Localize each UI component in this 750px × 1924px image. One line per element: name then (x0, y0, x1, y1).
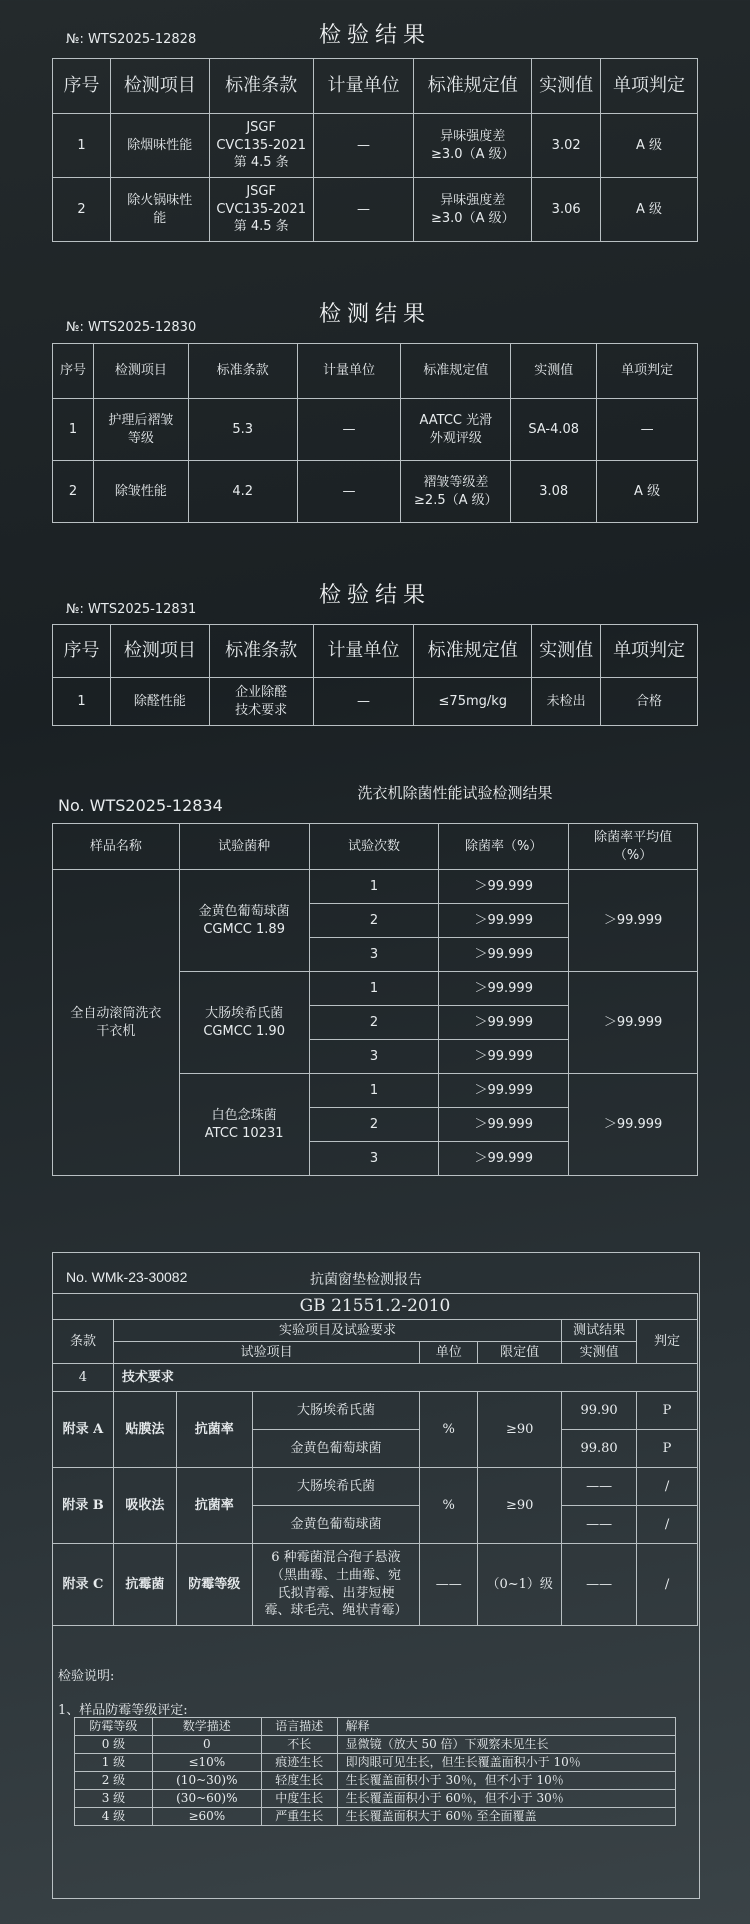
table-cell: 1 级 (75, 1754, 153, 1772)
table-cell: 0 (152, 1736, 261, 1754)
table-cell: 2 (53, 178, 111, 242)
table-cell: 3.06 (532, 178, 601, 242)
column-header: 实测值 (532, 625, 601, 678)
column-header: 标准条款 (188, 344, 297, 399)
table-cell: JSGF CVC135-2021 第 4.5 条 (209, 114, 313, 178)
column-header: 计量单位 (297, 344, 401, 399)
strain-cell: 大肠埃希氏菌 CGMCC 1.90 (179, 972, 309, 1074)
organism-cell: 金黄色葡萄球菌 (252, 1430, 420, 1468)
table-cell: 未检出 (532, 678, 601, 726)
column-header: 试验次数 (309, 824, 439, 870)
unit-cell: % (420, 1468, 478, 1544)
table-header-row (75, 1718, 676, 1736)
table-row (75, 1790, 676, 1808)
measured-value-cell: 99.90 (562, 1392, 637, 1430)
mildew-grade-table (74, 1717, 676, 1826)
organism-cell: 金黄色葡萄球菌 (252, 1506, 420, 1544)
section-2-title: 检测结果 (318, 302, 431, 327)
table-cell: 4.2 (188, 461, 297, 523)
table-cell: 5.3 (188, 399, 297, 461)
removal-rate-cell: ＞99.999 (439, 972, 569, 1006)
table-cell: 异味强度差 ≥3.0（A 级） (414, 178, 532, 242)
column-header: 标准条款 (209, 625, 313, 678)
table-cell: 护理后褶皱 等级 (93, 399, 188, 461)
table-cell: 不长 (261, 1736, 337, 1754)
table-cell: SA-4.08 (511, 399, 597, 461)
column-header: 限定值 (478, 1342, 562, 1364)
section-4-title: 洗衣机除菌性能试验检测结果 (357, 784, 553, 802)
table-cell: 4 级 (75, 1808, 153, 1826)
column-header: 除菌率平均值 （%） (569, 824, 698, 870)
table-cell: 3.08 (511, 461, 597, 523)
table-header-row (53, 344, 698, 399)
column-header: 防霉等级 (75, 1718, 153, 1736)
table-row (53, 1544, 698, 1626)
column-header: 数学描述 (152, 1718, 261, 1736)
column-header: 标准规定值 (401, 344, 511, 399)
judgement-cell: / (637, 1506, 698, 1544)
table-cell: 显微镜（放大 50 倍）下观察未见生长 (337, 1736, 675, 1754)
table-cell: 合格 (601, 678, 698, 726)
table-row (53, 1392, 698, 1430)
table-cell: 1 (53, 114, 111, 178)
column-header: 检测项目 (110, 59, 209, 114)
table-row (75, 1754, 676, 1772)
table-header-row (53, 1342, 698, 1364)
table-cell: JSGF CVC135-2021 第 4.5 条 (209, 178, 313, 242)
strain-cell: 白色念珠菌 ATCC 10231 (179, 1074, 309, 1176)
section-5-table (52, 1293, 698, 1626)
method-cell: 吸收法 (113, 1468, 176, 1544)
section-3-title: 检验结果 (318, 583, 431, 608)
average-rate-cell: ＞99.999 (569, 1074, 698, 1176)
table-cell: 严重生长 (261, 1808, 337, 1826)
judgement-cell: / (637, 1544, 698, 1626)
trial-number-cell: 2 (309, 1108, 439, 1142)
trial-number-cell: 1 (309, 1074, 439, 1108)
table-cell: 异味强度差 ≥3.0（A 级） (414, 114, 532, 178)
table-cell: 褶皱等级差 ≥2.5（A 级） (401, 461, 511, 523)
table-cell: A 级 (601, 178, 698, 242)
measured-value-cell: —— (562, 1468, 637, 1506)
annex-cell: 附录 C (53, 1544, 114, 1626)
table-cell: 企业除醛 技术要求 (209, 678, 313, 726)
judgement-cell: P (637, 1392, 698, 1430)
table-cell: 2 级 (75, 1772, 153, 1790)
table-row (75, 1772, 676, 1790)
table-cell: 除烟味性能 (110, 114, 209, 178)
measured-value-cell: —— (562, 1544, 637, 1626)
column-header: 实测值 (511, 344, 597, 399)
column-header: 单项判定 (601, 59, 698, 114)
annex-cell: 附录 A (53, 1392, 114, 1468)
removal-rate-cell: ＞99.999 (439, 1040, 569, 1074)
table-cell: 中度生长 (261, 1790, 337, 1808)
table-cell: 生长覆盖面积小于 30％，但不小于 10％ (337, 1772, 675, 1790)
removal-rate-cell: ＞99.999 (439, 1108, 569, 1142)
section-1-title: 检验结果 (318, 23, 431, 48)
table-row (53, 114, 698, 178)
section-1-report-no: №: WTS2025-12828 (66, 32, 197, 47)
average-rate-cell: ＞99.999 (569, 972, 698, 1074)
organism-cell: 大肠埃希氏菌 (252, 1468, 420, 1506)
sample-name-cell: 全自动滚筒洗衣 干衣机 (53, 870, 180, 1176)
note-title: 检验说明: (58, 1669, 115, 1684)
trial-number-cell: 2 (309, 904, 439, 938)
table-cell: 生长覆盖面积小于 60％，但不小于 30％ (337, 1790, 675, 1808)
column-header: 实测值 (532, 59, 601, 114)
trial-number-cell: 1 (309, 870, 439, 904)
table-cell: A 级 (601, 114, 698, 178)
table-cell: 除火锅味性 能 (110, 178, 209, 242)
tech-req-label: 技术要求 (113, 1364, 697, 1392)
table-cell: — (597, 399, 698, 461)
column-header: 检测项目 (110, 625, 209, 678)
table-cell: 即肉眼可见生长，但生长覆盖面积小于 10％ (337, 1754, 675, 1772)
table-cell: ≥60% (152, 1808, 261, 1826)
table-cell: 除皱性能 (93, 461, 188, 523)
table-row (53, 1468, 698, 1506)
section-3-table (52, 624, 698, 726)
table-row (53, 461, 698, 523)
table-cell: — (313, 678, 414, 726)
note-subtitle: 1、样品防霉等级评定: (58, 1703, 188, 1718)
limit-cell: ≥90 (478, 1468, 562, 1544)
table-header-row (53, 59, 698, 114)
column-header: 样品名称 (53, 824, 180, 870)
section-4-table (52, 823, 698, 1176)
section-2-report-no: №: WTS2025-12830 (66, 320, 197, 335)
property-cell: 抗菌率 (176, 1392, 252, 1468)
unit-cell: % (420, 1392, 478, 1468)
limit-cell: ≥90 (478, 1392, 562, 1468)
trial-number-cell: 3 (309, 1040, 439, 1074)
column-header: 语言描述 (261, 1718, 337, 1736)
trial-number-cell: 3 (309, 1142, 439, 1176)
column-header: 标准规定值 (414, 625, 532, 678)
table-cell: — (313, 114, 414, 178)
table-header-row (53, 625, 698, 678)
table-cell: — (297, 399, 401, 461)
column-header: 计量单位 (313, 625, 414, 678)
column-header: 测试结果 (562, 1320, 637, 1342)
section-2-table (52, 343, 698, 523)
column-header: 解释 (337, 1718, 675, 1736)
column-header: 试验项目 (113, 1342, 419, 1364)
column-header: 单项判定 (601, 625, 698, 678)
column-header: 条款 (53, 1320, 114, 1364)
strain-cell: 金黄色葡萄球菌 CGMCC 1.89 (179, 870, 309, 972)
section-3-report-no: №: WTS2025-12831 (66, 602, 197, 617)
removal-rate-cell: ＞99.999 (439, 904, 569, 938)
clause-number: 4 (53, 1364, 114, 1392)
table-row (53, 870, 698, 904)
trial-number-cell: 2 (309, 1006, 439, 1040)
section-5-title: 抗菌窗垫检测报告 (310, 1272, 422, 1288)
removal-rate-cell: ＞99.999 (439, 938, 569, 972)
table-cell: 生长覆盖面积大于 60％ 至全面覆盖 (337, 1808, 675, 1826)
removal-rate-cell: ＞99.999 (439, 1074, 569, 1108)
table-cell: AATCC 光滑 外观评级 (401, 399, 511, 461)
table-cell: ≤75mg/kg (414, 678, 532, 726)
table-cell: 除醛性能 (110, 678, 209, 726)
table-row (53, 678, 698, 726)
trial-number-cell: 3 (309, 938, 439, 972)
table-cell: ≤10% (152, 1754, 261, 1772)
section-4-report-no: No. WTS2025-12834 (58, 796, 223, 815)
table-row (53, 178, 698, 242)
table-row (75, 1736, 676, 1754)
table-cell: 痕迹生长 (261, 1754, 337, 1772)
measured-value-cell: 99.80 (562, 1430, 637, 1468)
column-header: 序号 (53, 344, 94, 399)
table-cell: 2 (53, 461, 94, 523)
table-cell: (10~30)% (152, 1772, 261, 1790)
section-5-report-no: No. WMk-23-30082 (66, 1269, 188, 1285)
column-header: 试验菌种 (179, 824, 309, 870)
limit-cell: （0~1）级 (478, 1544, 562, 1626)
table-cell: 3 级 (75, 1790, 153, 1808)
unit-cell: —— (420, 1544, 478, 1626)
standard-row (53, 1294, 698, 1320)
average-rate-cell: ＞99.999 (569, 870, 698, 972)
table-cell: (30~60)% (152, 1790, 261, 1808)
column-header: 除菌率（%） (439, 824, 569, 870)
method-cell: 抗霉菌 (113, 1544, 176, 1626)
annex-cell: 附录 B (53, 1468, 114, 1544)
organism-cell: 大肠埃希氏菌 (252, 1392, 420, 1430)
removal-rate-cell: ＞99.999 (439, 1006, 569, 1040)
judgement-cell: P (637, 1430, 698, 1468)
trial-number-cell: 1 (309, 972, 439, 1006)
column-header: 单项判定 (597, 344, 698, 399)
judgement-cell: / (637, 1468, 698, 1506)
method-cell: 贴膜法 (113, 1392, 176, 1468)
column-header: 单位 (420, 1342, 478, 1364)
column-header: 判定 (637, 1320, 698, 1364)
table-cell: — (313, 178, 414, 242)
table-row (53, 399, 698, 461)
table-cell: 0 级 (75, 1736, 153, 1754)
standard-code: GB 21551.2-2010 (53, 1294, 698, 1320)
table-cell: A 级 (597, 461, 698, 523)
table-cell: 轻度生长 (261, 1772, 337, 1790)
column-header: 检测项目 (93, 344, 188, 399)
removal-rate-cell: ＞99.999 (439, 1142, 569, 1176)
column-header: 标准条款 (209, 59, 313, 114)
tech-req-row (53, 1364, 698, 1392)
column-header: 实验项目及试验要求 (113, 1320, 561, 1342)
organism-cell: 6 种霉菌混合孢子悬液 （黑曲霉、土曲霉、宛 氏拟青霉、出芽短梗 霉、球毛壳、绳状青霉） (252, 1544, 420, 1626)
table-cell: — (297, 461, 401, 523)
table-row (75, 1808, 676, 1826)
property-cell: 防霉等级 (176, 1544, 252, 1626)
column-header: 实测值 (562, 1342, 637, 1364)
table-cell: 1 (53, 399, 94, 461)
column-header: 序号 (53, 625, 111, 678)
column-header: 序号 (53, 59, 111, 114)
removal-rate-cell: ＞99.999 (439, 870, 569, 904)
measured-value-cell: —— (562, 1506, 637, 1544)
table-header-row (53, 824, 698, 870)
column-header: 计量单位 (313, 59, 414, 114)
column-header: 标准规定值 (414, 59, 532, 114)
table-header-row (53, 1320, 698, 1342)
property-cell: 抗菌率 (176, 1468, 252, 1544)
table-cell: 3.02 (532, 114, 601, 178)
section-1-table (52, 58, 698, 242)
table-cell: 1 (53, 678, 111, 726)
